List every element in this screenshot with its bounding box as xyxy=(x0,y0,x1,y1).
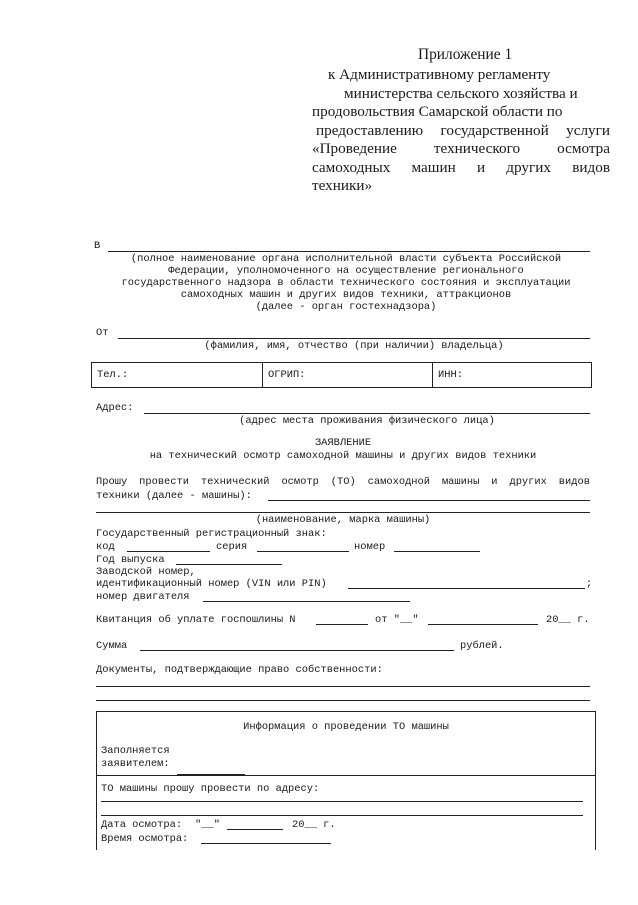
recipient-prefix: В xyxy=(94,240,101,252)
year-label: Год выпуска xyxy=(96,554,165,566)
sum-label: Сумма xyxy=(96,640,128,652)
factory-label: Заводской номер, xyxy=(96,566,196,578)
contact-table xyxy=(91,362,592,388)
receipt-number-field[interactable] xyxy=(316,624,368,625)
request-line-2: техники (далее - машины): xyxy=(96,490,252,502)
receipt-from: от "__" xyxy=(375,614,419,626)
date-year: 20__ г. xyxy=(292,819,336,831)
attachment-line: предоставлению государственной услуги xyxy=(316,121,610,139)
sum-unit: рублей. xyxy=(460,640,504,652)
request-word: провести xyxy=(139,476,189,488)
vin-field[interactable] xyxy=(348,588,585,589)
machine-name-field[interactable] xyxy=(268,500,590,501)
recipient-caption-line: (далее - орган гостехнадзора) xyxy=(255,301,437,313)
receipt-year: 20__ г. xyxy=(546,614,590,626)
request-word: (ТО) xyxy=(330,476,356,488)
statement-title: ЗАЯВЛЕНИЕ xyxy=(314,437,372,449)
date-month-field[interactable] xyxy=(227,829,283,830)
ownership-label: Документы, подтверждающие право собственности: xyxy=(96,664,383,676)
date-label: Дата осмотра: xyxy=(101,819,183,831)
request-word: видов xyxy=(558,476,590,488)
phone-cell[interactable] xyxy=(92,363,262,387)
address-caption: (адрес места проживания физического лица) xyxy=(239,415,495,427)
attachment-line: «Проведение технического осмотра xyxy=(312,140,610,157)
number-label: номер xyxy=(354,541,386,553)
engine-field[interactable] xyxy=(203,601,410,602)
request-word: технический xyxy=(200,476,270,488)
ogrip-cell[interactable] xyxy=(262,363,432,387)
phone-label: Тел.: xyxy=(97,369,129,381)
machine-caption: (наименование, марка машины) xyxy=(255,514,431,526)
address-field[interactable] xyxy=(144,413,590,414)
info-box-title: Информация о проведении ТО машины xyxy=(243,721,449,733)
time-field[interactable] xyxy=(201,843,331,844)
request-word: самоходной xyxy=(367,476,431,488)
inspection-address-field-2[interactable] xyxy=(101,815,583,816)
machine-name-field-2[interactable] xyxy=(96,512,590,513)
attachment-line: продовольствия Самарской области по xyxy=(312,103,563,120)
number-field[interactable] xyxy=(394,551,480,552)
request-word: осмотр xyxy=(281,476,319,488)
recipient-caption-line: государственного надзора в области технического состояния и эксплуатации xyxy=(121,277,571,289)
attachment-title: Приложение 1 xyxy=(418,46,513,63)
inn-label: ИНН: xyxy=(438,369,463,381)
inspection-info-box xyxy=(96,711,596,850)
request-word: и xyxy=(491,476,498,488)
ogrip-label: ОГРИП: xyxy=(268,369,306,381)
time-label: Время осмотра: xyxy=(101,833,189,845)
attachment-line: техники» xyxy=(312,177,373,194)
engine-label: номер двигателя xyxy=(96,591,190,603)
attachment-line: к Административному регламенту xyxy=(328,66,551,83)
recipient-caption-line: (полное наименование органа исполнительной власти субъекта Российской xyxy=(130,253,562,265)
recipient-name-field[interactable] xyxy=(108,251,590,252)
code-field[interactable] xyxy=(127,551,210,552)
address-label: Адрес: xyxy=(96,402,134,414)
statement-subtitle: на технический осмотр самоходной машины и других видов техники xyxy=(149,450,537,462)
request-line-1 xyxy=(96,476,590,488)
ownership-field-1[interactable] xyxy=(96,686,590,687)
applicant-prefix: От xyxy=(96,327,109,339)
attachment-line: самоходных машин и других видов xyxy=(312,158,610,176)
attachment-text xyxy=(312,66,610,196)
request-word: других xyxy=(509,476,547,488)
info-box-divider xyxy=(97,775,595,776)
applicant-name-field[interactable] xyxy=(118,338,590,339)
series-field[interactable] xyxy=(257,551,349,552)
registration-heading: Государственный регистрационный знак: xyxy=(96,528,327,540)
sum-field[interactable] xyxy=(140,650,454,651)
request-word: Прошу xyxy=(96,476,128,488)
date-day: "__" xyxy=(195,819,220,831)
recipient-caption-line: самоходных машин и других видов техники, аттракционов xyxy=(180,289,512,301)
request-word: машины xyxy=(441,476,480,488)
receipt-date-field[interactable] xyxy=(428,624,538,625)
inspection-address-field-1[interactable] xyxy=(101,801,583,802)
vin-end: ; xyxy=(586,578,593,590)
inspection-address-label: ТО машины прошу провести по адресу: xyxy=(101,783,320,795)
code-label: код xyxy=(96,541,115,553)
vin-label: идентификационный номер (VIN или PIN) xyxy=(96,578,327,590)
ownership-field-2[interactable] xyxy=(96,700,590,701)
year-field[interactable] xyxy=(176,564,282,565)
series-label: серия xyxy=(216,541,248,553)
inn-cell[interactable] xyxy=(432,363,591,387)
attachment-line: министерства сельского хозяйства и xyxy=(344,84,578,102)
filled-label: Заполняется xyxy=(101,745,170,757)
receipt-label: Квитанция об уплате госпошлины N xyxy=(96,614,296,626)
applicant-caption: (фамилия, имя, отчество (при наличии) владельца) xyxy=(204,340,504,352)
filled-label: заявителем: xyxy=(101,758,170,770)
recipient-caption-line: Федерации, уполномоченного на осуществление регионального xyxy=(168,265,524,277)
